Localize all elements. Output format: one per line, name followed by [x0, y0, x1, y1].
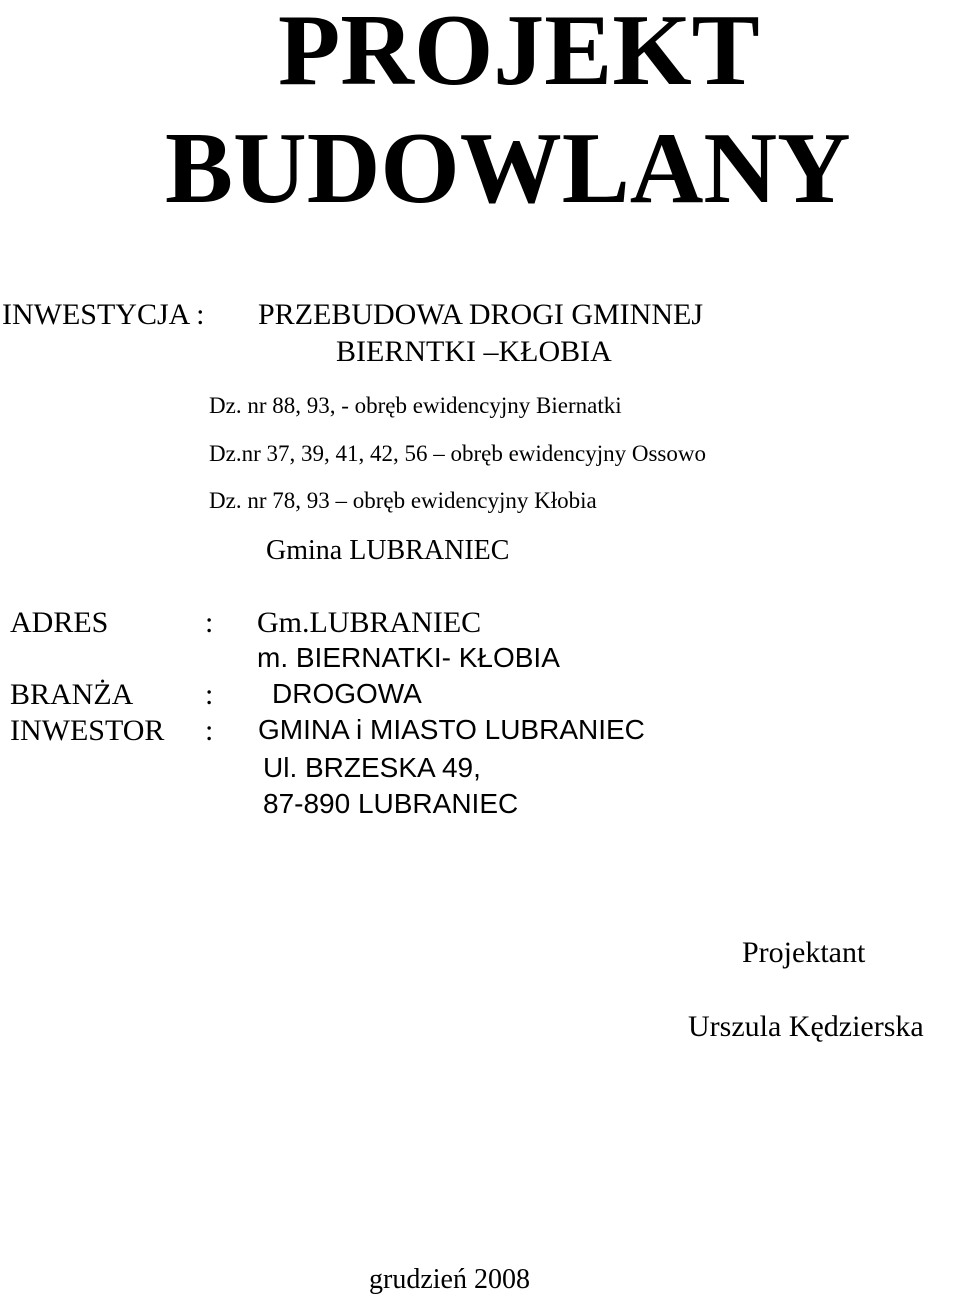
gmina-name: Gmina LUBRANIEC	[266, 535, 510, 566]
investor-label: INWESTOR	[10, 714, 165, 747]
parcel-line-biernatki: Dz. nr 88, 93, - obręb ewidencyjny Biernatki	[209, 393, 622, 418]
document-title-line-2: BUDOWLANY	[165, 112, 851, 225]
branch-colon: :	[205, 678, 214, 711]
branch-label: BRANŻA	[10, 678, 134, 711]
document-date: grudzień 2008	[369, 1264, 530, 1295]
investor-colon: :	[205, 714, 214, 747]
investor-postal-city: 87-890 LUBRANIEC	[263, 788, 519, 819]
designer-name: Urszula Kędzierska	[688, 1010, 924, 1043]
investment-name-line-2: BIERNTKI –KŁOBIA	[336, 335, 612, 368]
parcel-line-ossowo: Dz.nr 37, 39, 41, 42, 56 – obręb ewidencyjny Ossowo	[209, 441, 706, 466]
investment-label: INWESTYCJA :	[2, 298, 205, 331]
designer-label: Projektant	[742, 936, 866, 969]
address-colon: :	[205, 606, 214, 639]
parcel-line-klobia: Dz. nr 78, 93 – obręb ewidencyjny Kłobia	[209, 488, 597, 513]
address-line-2: m. BIERNATKI- KŁOBIA	[257, 642, 560, 673]
investor-street: Ul. BRZESKA 49,	[263, 752, 481, 783]
branch-value: DROGOWA	[272, 678, 422, 709]
investor-name: GMINA i MIASTO LUBRANIEC	[258, 714, 645, 745]
address-label: ADRES	[10, 606, 109, 639]
address-line-1: Gm.LUBRANIEC	[257, 606, 482, 639]
investment-name-line-1: PRZEBUDOWA DROGI GMINNEJ	[258, 298, 704, 331]
document-title-line-1: PROJEKT	[278, 0, 760, 107]
